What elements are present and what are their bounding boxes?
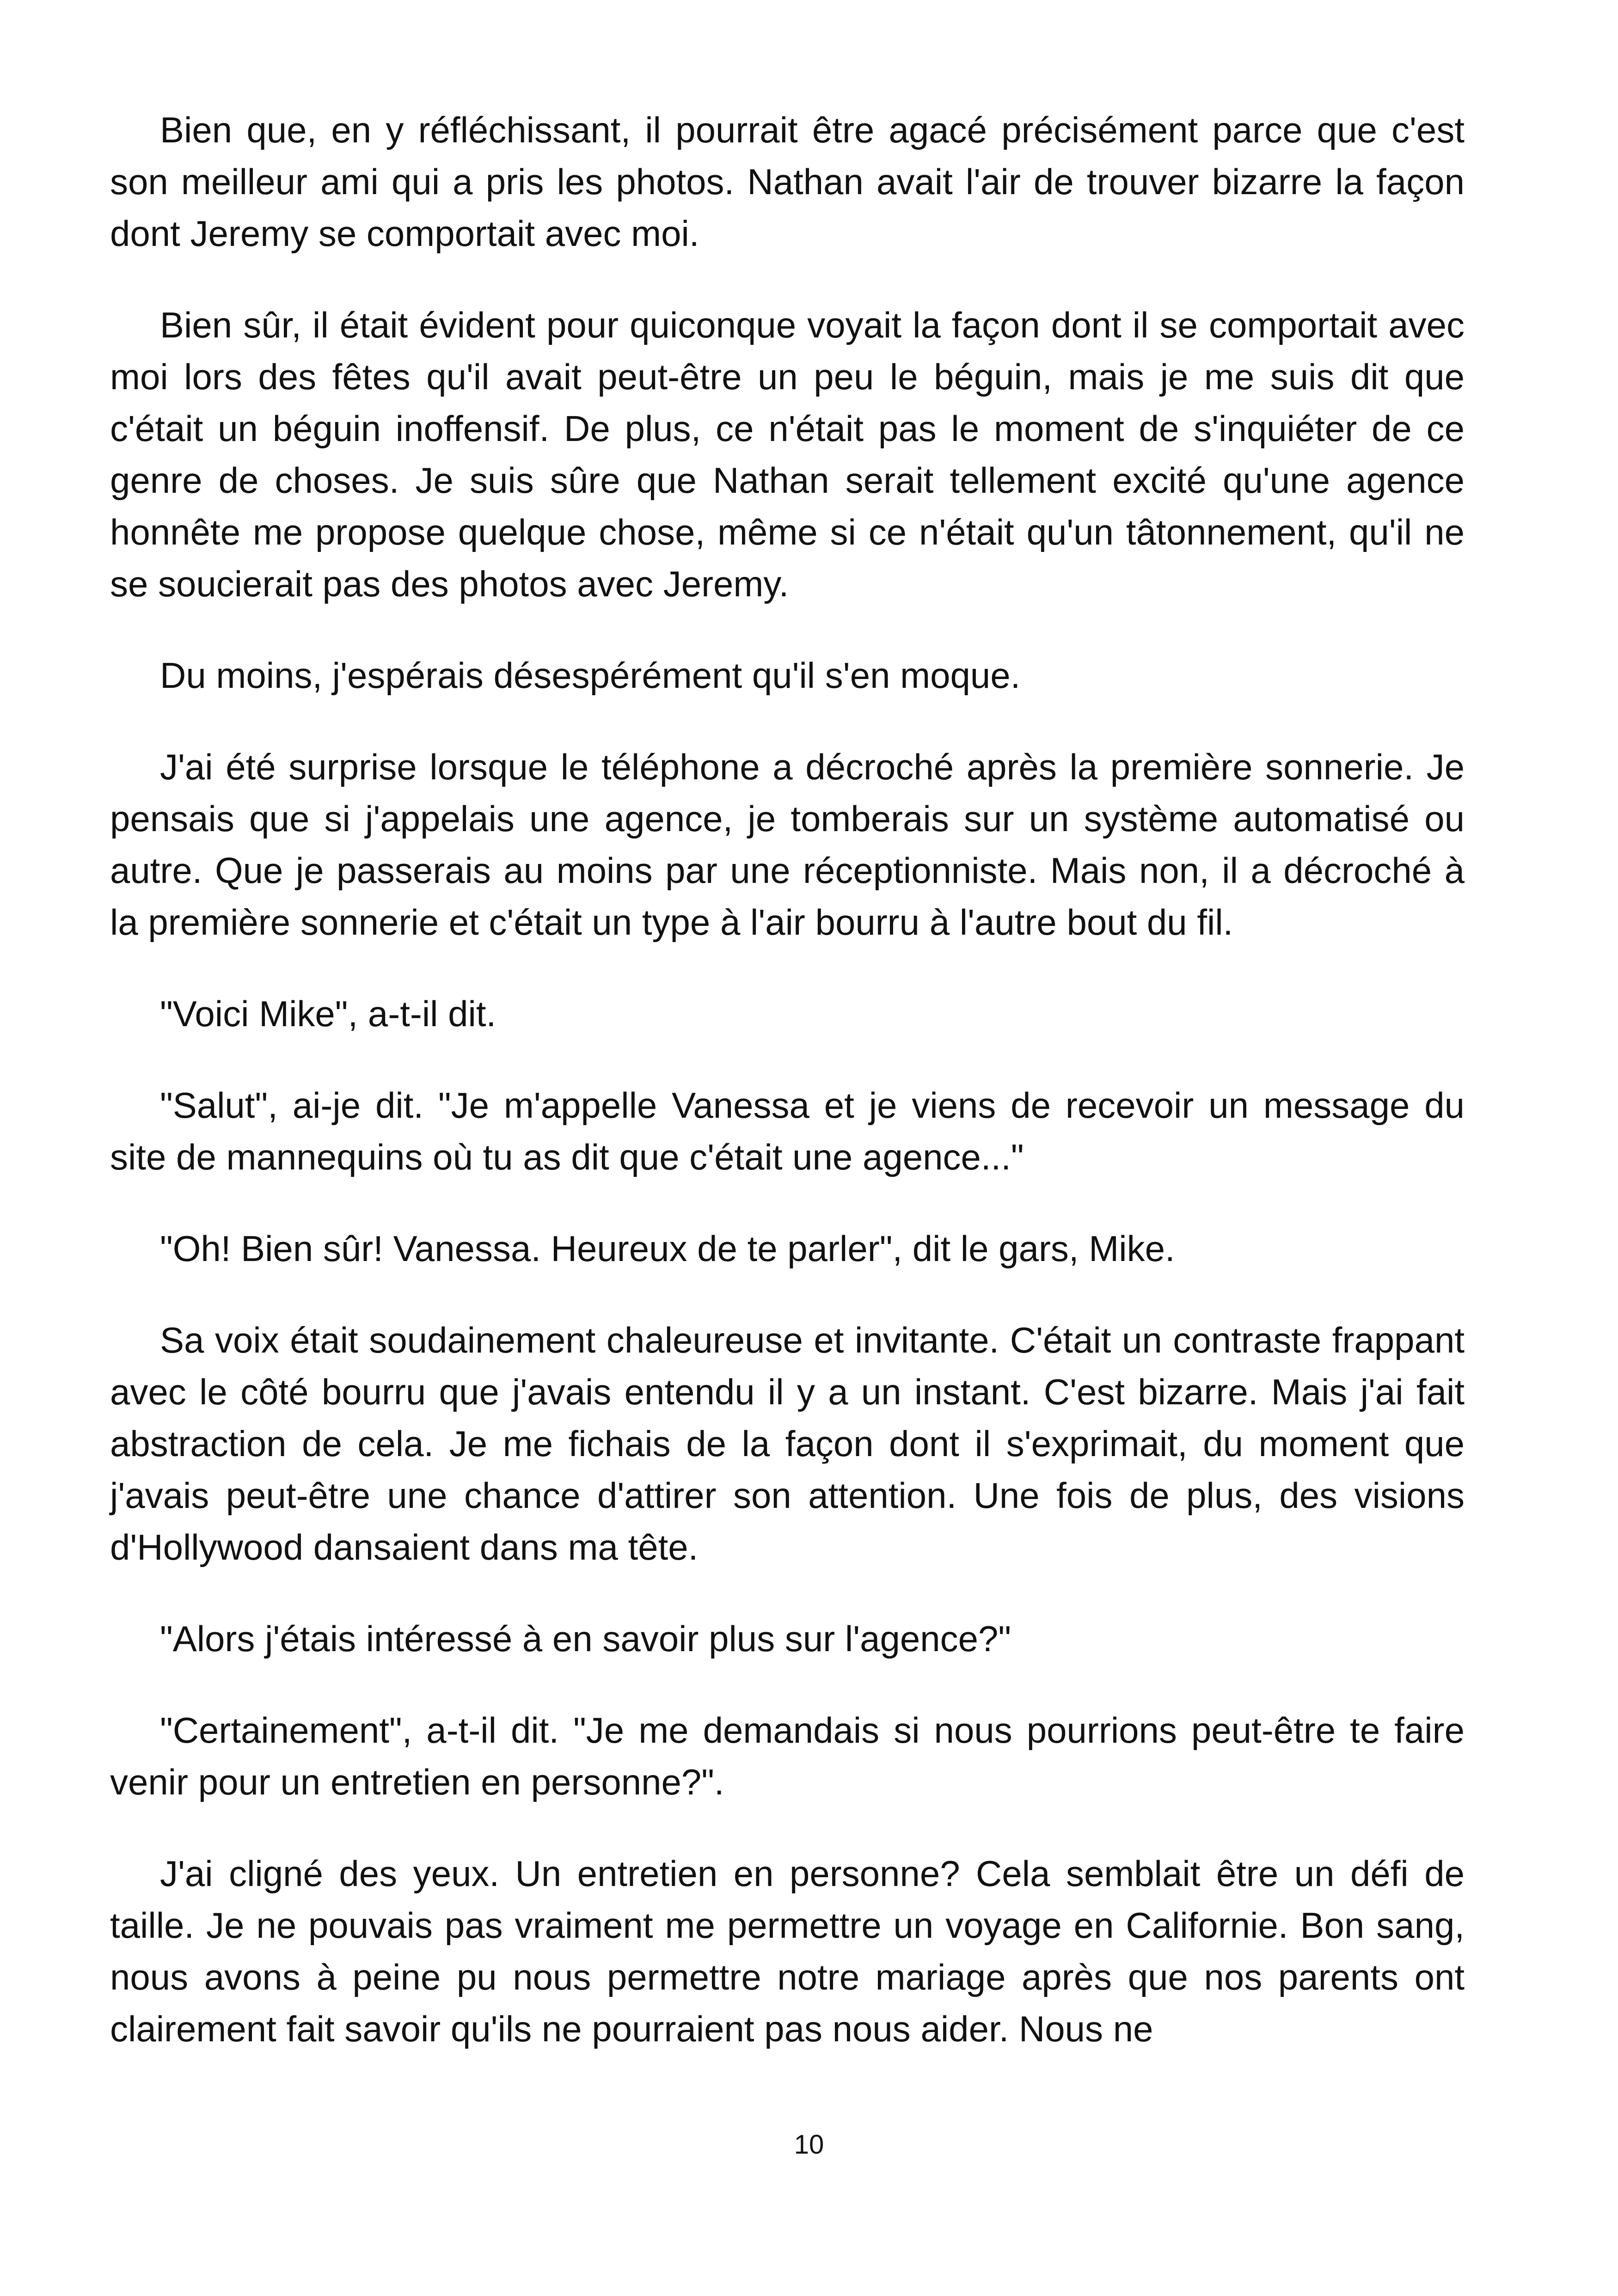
paragraph-7: "Oh! Bien sûr! Vanessa. Heureux de te parler", dit le gars, Mike. [160, 1228, 1175, 1269]
paragraph-10: "Certainement", a-t-il dit. "Je me demandais si nous pourrions peut-être te faire venir pour un entretien en personne?". [110, 1710, 1465, 1802]
paragraph-4: J'ai été surprise lorsque le téléphone a décroché après la première sonnerie. Je pensais que si j'appelais une agence, je tomberais sur un système automatisé ou autre. Que je passerais au moins par une réceptionniste. Mais non, il a décroché à la première sonnerie et c'était un type à l'air bourru à l'autre bout du fil. [110, 747, 1465, 943]
paragraph-1: Bien que, en y réfléchissant, il pourrait être agacé précisément parce que c'est son meilleur ami qui a pris les photos. Nathan avait l'air de trouver bizarre la façon dont Jeremy se comportait avec moi. [110, 110, 1465, 254]
body-text [110, 104, 1465, 2094]
paragraph-9: "Alors j'étais intéressé à en savoir plus sur l'agence?" [160, 1618, 1011, 1659]
paragraph-11: J'ai cligné des yeux. Un entretien en personne? Cela semblait être un défi de taille. Je ne pouvais pas vraiment me permettre un voyage en Californie. Bon sang, nous avons à peine pu nous permettre notre mariage après que nos parents ont clairement fait savoir qu'ils ne pourraient pas nous aider. Nous ne [110, 1853, 1465, 2049]
paragraph-8: Sa voix était soudainement chaleureuse et invitante. C'était un contraste frappant avec le côté bourru que j'avais entendu il y a un instant. C'est bizarre. Mais j'ai fait abstraction de cela. Je me fichais de la façon dont il s'exprimait, du moment que j'avais peut-être une chance d'attirer son attention. Une fois de plus, des visions d'Hollywood dansaient dans ma tête. [110, 1320, 1465, 1567]
page-number: 10 [794, 2130, 824, 2160]
paragraph-5: "Voici Mike", a-t-il dit. [160, 993, 496, 1034]
paragraph-2: Bien sûr, il était évident pour quiconque voyait la façon dont il se comportait avec moi lors des fêtes qu'il avait peut-être un peu le béguin, mais je me suis dit que c'était un béguin inoffensif. De plus, ce n'était pas le moment de s'inquiéter de ce genre de choses. Je suis sûre que Nathan serait tellement excité qu'une agence honnête me propose quelque chose, même si ce n'était qu'un tâtonnement, qu'il ne se soucierait pas des photos avec Jeremy. [110, 305, 1465, 604]
paragraph-3: Du moins, j'espérais désespérément qu'il s'en moque. [160, 655, 1021, 696]
paragraph-6: "Salut", ai-je dit. "Je m'appelle Vanessa et je viens de recevoir un message du site de mannequins où tu as dit que c'était une agence..." [110, 1085, 1465, 1177]
